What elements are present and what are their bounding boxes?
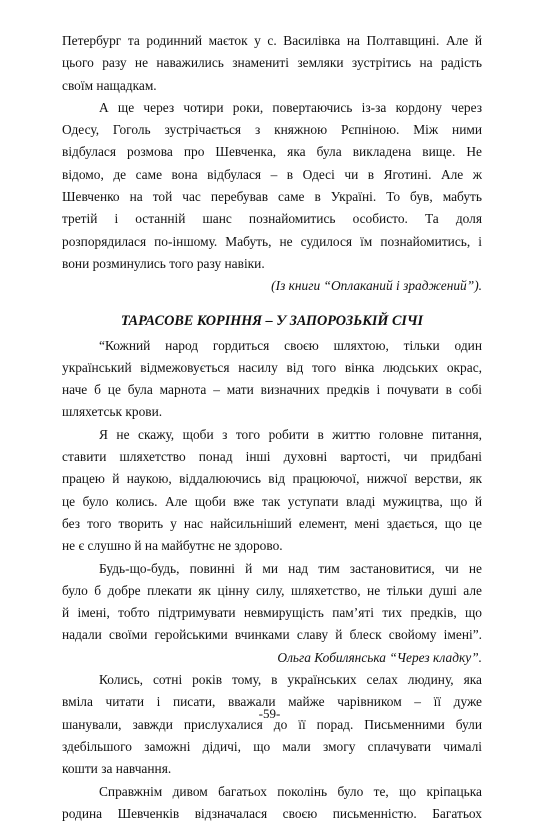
text-line: Петербург та родинний маєток у с. Василівка на Полтавщині. Але й: [62, 30, 482, 52]
text-line: відбулася розмова про Шевченка, яка була викладена вище. Не: [62, 141, 482, 163]
text-line: розпорядилася по-іншому. Мабуть, не судилося їм познайомитись, і: [62, 231, 482, 253]
text-line: здебільшого заможні дідичі, що мали змогу сплачувати чималі: [62, 736, 482, 758]
paragraph-continuation: [62, 30, 482, 97]
quote-paragraph-1: [62, 335, 482, 424]
text-line: Будь-що-будь, повинні й ми над тим застановитися, чи не: [62, 558, 482, 580]
paragraph-literacy: [62, 669, 482, 780]
source-citation: (Із книги “Оплаканий і зраджений”).: [62, 275, 482, 297]
paragraph-shevchenko-family: [62, 781, 482, 825]
text-line: А ще через чотири роки, повертаючись із-за кордону через: [62, 97, 482, 119]
text-line: Справжнім дивом багатьох поколінь було те, що кріпацька: [62, 781, 482, 803]
paragraph-gogol-repnina: [62, 97, 482, 275]
page-number: -59-: [0, 706, 539, 722]
text-line: надали своїми геройськими вчинками славу й блеск свойому імені”.: [62, 624, 482, 646]
text-line: без того творить у нас найсильніший елемент, мені здається, що це: [62, 513, 482, 535]
text-line: родина Шевченків відзначалася своєю письменністю. Багатьох: [62, 803, 482, 825]
text-line: шанували, завжди прислухалися до її порад. Письменними були: [62, 714, 482, 736]
quote-paragraph-2: [62, 424, 482, 558]
text-line: “Кожний народ гордиться своєю шляхтою, тільки один: [62, 335, 482, 357]
text-line: працею й наукою, віддалюючись від працюючої, нижчої верстви, як: [62, 468, 482, 490]
text-line: було б добре плекати як цінну силу, шляхетство, не тільки душі але: [62, 580, 482, 602]
text-line: Колись, сотні років тому, в українських селах людину, яка: [62, 669, 482, 691]
text-line: Шевченко на той час перебував саме в Україні. То був, мабуть: [62, 186, 482, 208]
text-line: шляхетськ крови.: [62, 401, 482, 423]
text-line: й імені, тобто підтримувати невмирущість пам’яті тих предків, що: [62, 602, 482, 624]
text-line: своїм нащадкам.: [62, 75, 482, 97]
text-line: вони розминулись того разу навіки.: [62, 253, 482, 275]
text-line: це було колись. Але щоби вже так уступати владі мужицтва, що й: [62, 491, 482, 513]
text-line: вміла читати і писати, вважали майже чарівником – її дуже: [62, 691, 482, 713]
text-line: кошти за навчання.: [62, 758, 482, 780]
text-line: ставити шляхетство понад інші духовні вартості, чи придбані: [62, 446, 482, 468]
text-line: цього разу не наважились знамениті земляки зустрітись на радість: [62, 52, 482, 74]
quote-paragraph-3: [62, 558, 482, 647]
quote-author: Ольга Кобилянська “Через кладку”.: [62, 647, 482, 669]
text-line: третій і останній шанс познайомитись особисто. Та доля: [62, 208, 482, 230]
text-line: Я не скажу, щоби з того робити в життю головне питання,: [62, 424, 482, 446]
section-heading: ТАРАСОВЕ КОРІННЯ – У ЗАПОРОЗЬКІЙ СІЧІ: [62, 309, 482, 333]
text-line: наче б це була марнота – мати визначних предків і почувати в собі: [62, 379, 482, 401]
text-line: не є слушно й на майбутнє не здорово.: [62, 535, 482, 557]
text-line: Одесу, Гоголь зустрічається з княжною Рєпніною. Між ними: [62, 119, 482, 141]
text-line: український відмежовується насилу від того вінка людських окрас,: [62, 357, 482, 379]
text-line: відомо, де саме вона відбулася – в Одесі чи в Яготині. Але ж: [62, 164, 482, 186]
